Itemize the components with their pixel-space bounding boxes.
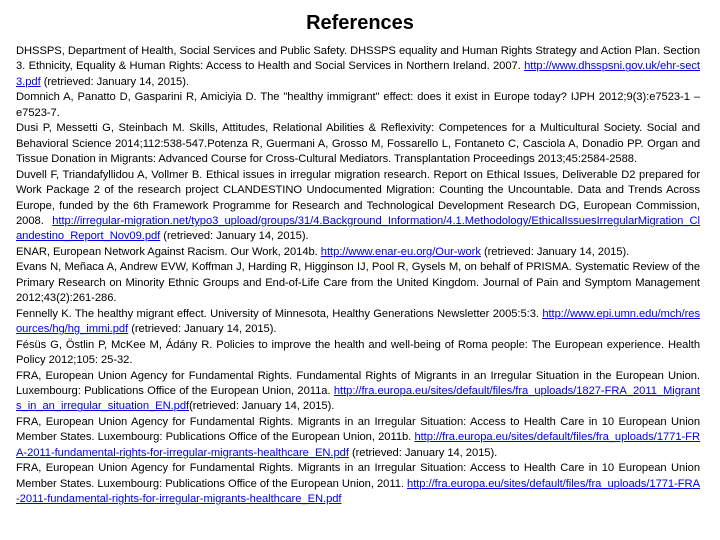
reference-item — [16, 168, 700, 245]
reference-link[interactable]: http://www.dhsspsni.gov.uk/ehr-sect3.pdf — [16, 60, 700, 88]
reference-text: Evans N, Meñaca A, Andrew EVW, Koffman J, Harding R, Higginson IJ, Pool R, Gysels M, on behalf of PRISMA. Systematic Review of the Primary Research on Minority Ethnic Groups and End-of-Life Care from the United Kingdom. Journal of Pain and Symptom Management 2012;43(2):261-286. — [16, 261, 700, 305]
reference-text: FRA, European Union Agency for Fundamental Rights. Migrants in an Irregular Situation: Access to Health Care in 10 European Union Member States. Luxembourg: Publications Office of the European Union, 2011b. — [16, 415, 700, 444]
reference-item — [16, 245, 700, 260]
reference-retrieved: (retrieved: January 14, 2015). — [128, 323, 277, 336]
reference-retrieved: (retrieved: January 14, 2015). — [189, 400, 335, 413]
reference-item — [16, 44, 700, 90]
reference-link[interactable]: http://fra.europa.eu/sites/default/files/fra_uploads/1827-FRA_2011_Migrants_in_an_irregular_situation_EN.pdf — [16, 384, 700, 413]
reference-item — [16, 461, 700, 507]
reference-link[interactable]: http://irregular-migration.net/typo3_upload/groups/31/4.Background_Information/4.1.Methodology/EthicalIssuesIrregularMigration_Clandestino_Report_Nov09.pdf — [16, 214, 700, 243]
reference-list — [16, 44, 700, 508]
reference-text: ENAR, European Network Against Racism. Our Work, 2014b. — [16, 245, 321, 258]
reference-text: Duvell F, Triandafyllidou A, Vollmer B. Ethical issues in irregular migration research. Report on Ethical Issues, Deliverable D2 prepared for Work Package 2 of the research project CLANDESTINO Undocumented Migration: Counting the Uncountable. Data and Trends Across Europe, funded by the 6th Framework Programme for Research and Technological Development Research DG, European Commission, 2008. — [16, 168, 700, 227]
reference-item — [16, 338, 700, 369]
reference-item — [16, 121, 700, 167]
reference-text: DHSSPS, Department of Health, Social Services and Public Safety. DHSSPS equality and Human Rights Strategy and Action Plan. Section 3. Ethnicity, Equality & Human Rights: Access to Health and Social Services in Northern Ireland. 2007. — [16, 45, 700, 73]
reference-retrieved: (retrieved: January 14, 2015). — [480, 245, 630, 258]
reference-retrieved: (retrieved: January 14, 2015). — [160, 230, 309, 243]
reference-link[interactable]: http://fra.europa.eu/sites/default/files/fra_uploads/1771-FRA-2011-fundamental-rights-for-irregular-migrants-healthcare_EN.pdf — [16, 477, 700, 506]
reference-text: FRA, European Union Agency for Fundamental Rights. Fundamental Rights of Migrants in an Irregular Situation in the European Union. Luxembourg: Publications Office of the European Union, 2011a. — [16, 369, 700, 397]
reference-text: Dusi P, Messetti G, Steinbach M. Skills, Attitudes, Relational Abilities & Reflexivity: Competences for a Multicultural Society. Social and Behavioral Science 2014;112:538-547.Potenza R, Guermani A, Grosso M, Fossarello L, Fontaneto C, Casciola A, Donadio PP. Organ and Tissue Donation in Migrants: Advanced Course for Cross-Cultural Mediators. Transplantation Proceedings 2013;45:2584-2588. — [16, 122, 700, 166]
page-title: References — [306, 12, 414, 34]
reference-text: Domnich A, Panatto D, Gasparini R, Amiciyia D. The "healthy immigrant" effect: does it exist in Europe today? IJPH 2012;9(3):e7523-1 – e7523-7. — [16, 91, 700, 119]
reference-item — [16, 415, 700, 461]
reference-item — [16, 307, 700, 338]
reference-item — [16, 90, 700, 121]
reference-text: FRA, European Union Agency for Fundamental Rights. Migrants in an Irregular Situation: Access to Health Care in 10 European Union Member States. Luxembourg: Publications Office of the European Union, 2011. — [16, 462, 700, 490]
reference-link[interactable]: http://www.enar-eu.org/Our-work — [320, 245, 481, 258]
reference-text: Fennelly K. The healthy migrant effect. University of Minnesota, Healthy Generations Newsletter 2005:5:3. — [16, 307, 543, 320]
reference-link[interactable]: http://fra.europa.eu/sites/default/files/fra_uploads/1771-FRA-2011-fundamental-rights-for-irregular-migrants-healthcare_EN.pdf — [16, 431, 700, 459]
reference-text: Fésüs G, Östlin P, McKee M, Ádány R. Policies to improve the health and well-being of Roma people: The European experience. Health Policy 2012;105: 25-32. — [16, 338, 700, 367]
reference-link[interactable]: http://www.epi.umn.edu/mch/resources/hg/hg_immi.pdf — [16, 307, 700, 336]
reference-item — [16, 369, 700, 415]
reference-retrieved: (retrieved: January 14, 2015). — [348, 446, 498, 459]
reference-item — [16, 260, 700, 306]
reference-retrieved: (retrieved: January 14, 2015). — [40, 75, 189, 88]
